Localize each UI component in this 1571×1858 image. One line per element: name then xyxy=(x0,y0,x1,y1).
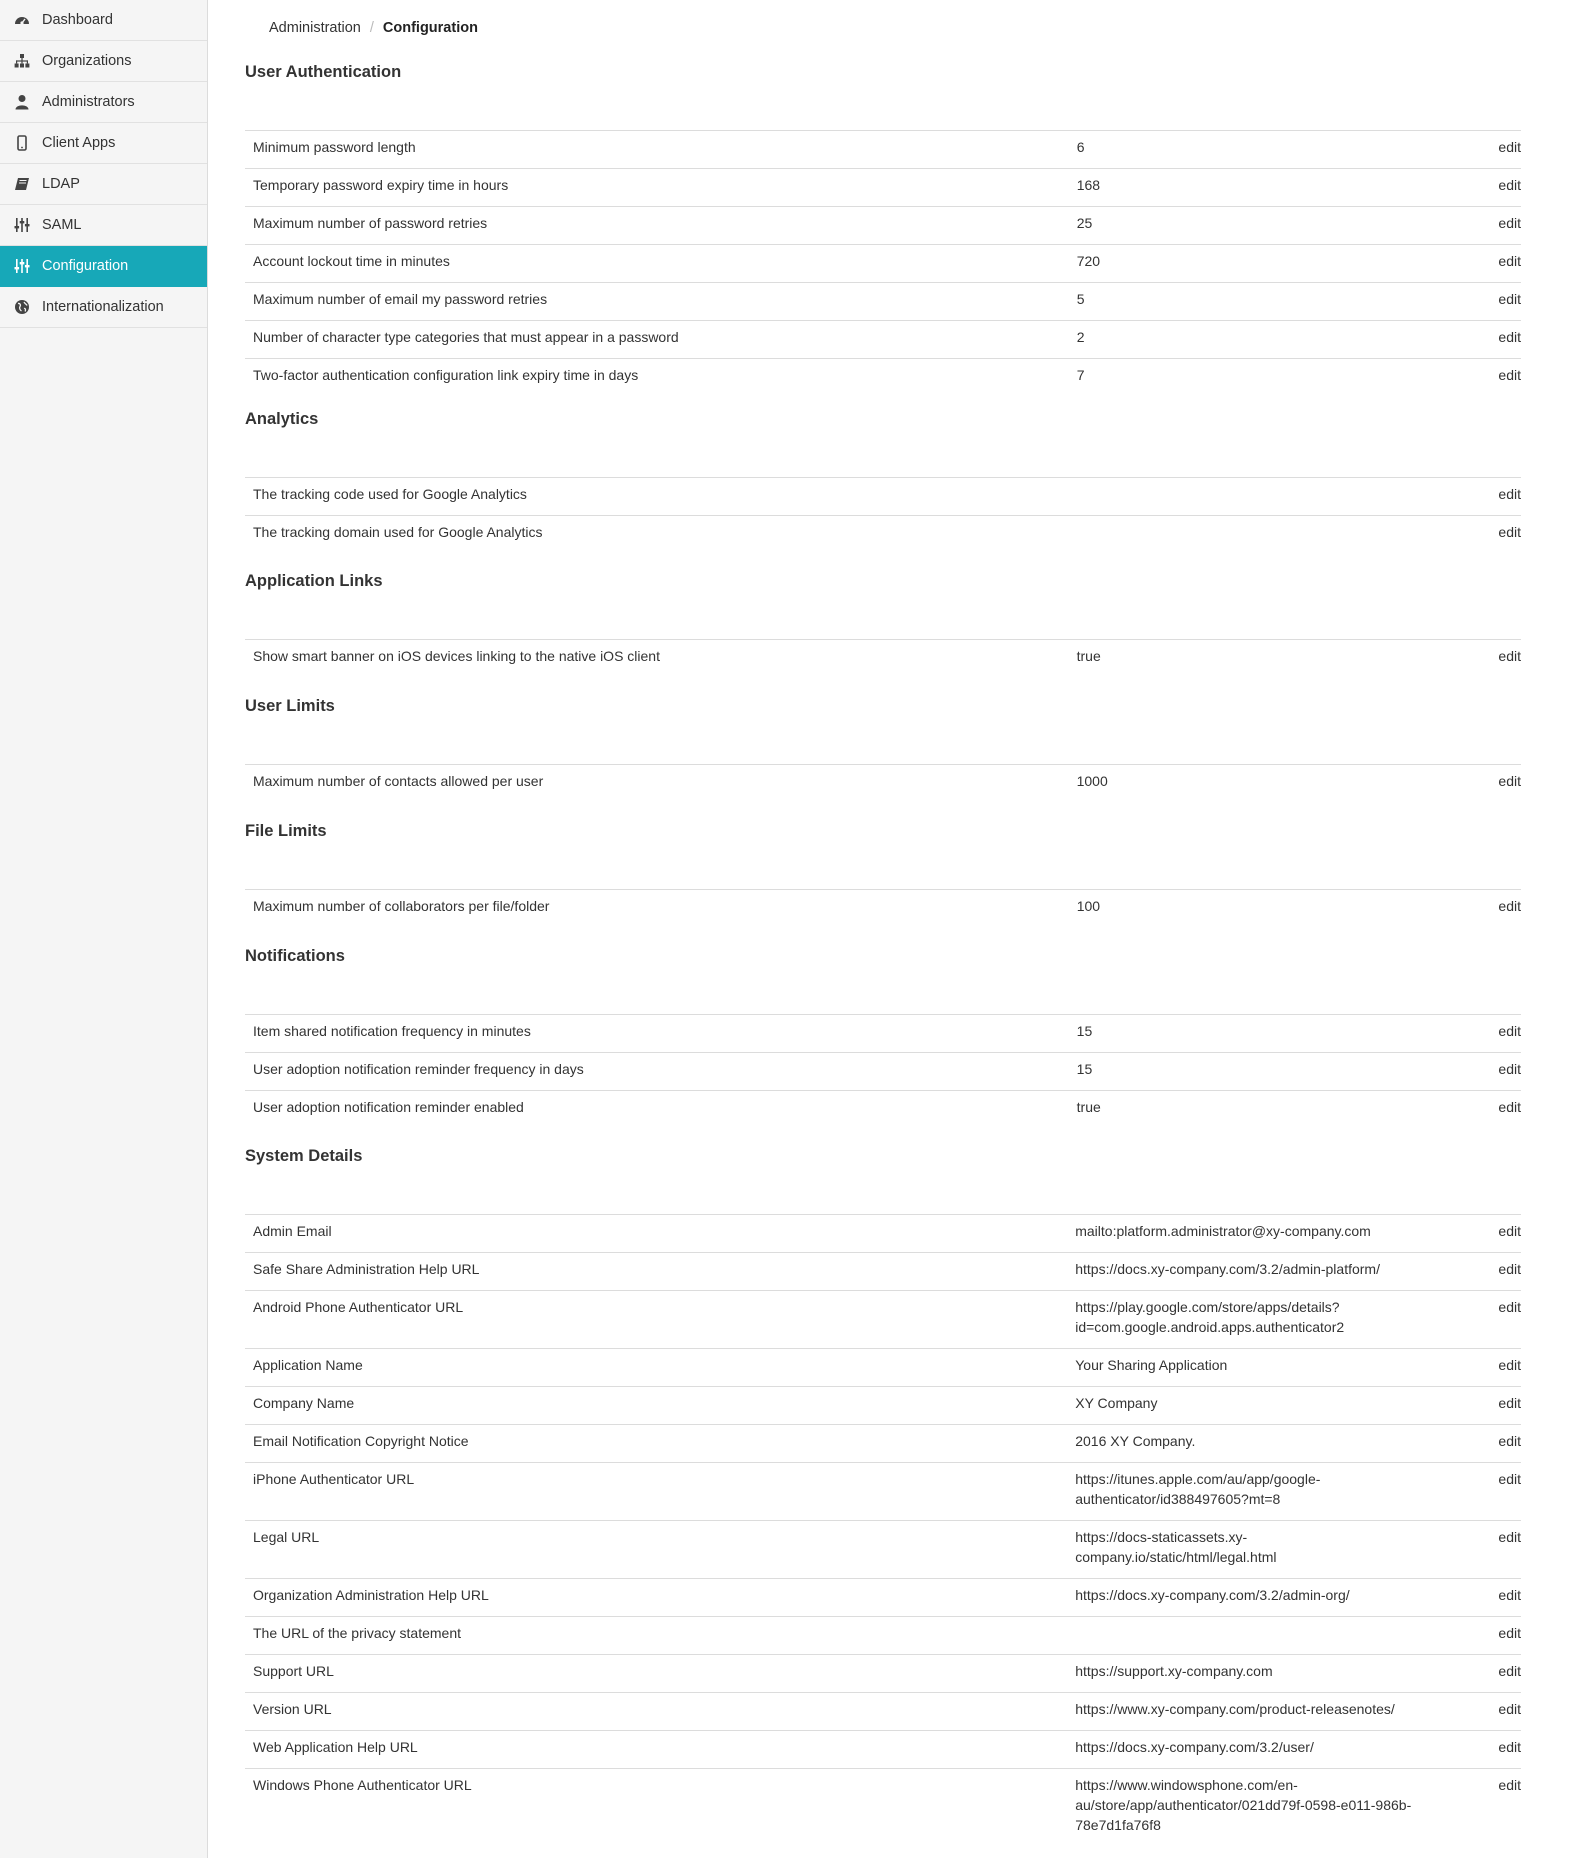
setting-value: 6 xyxy=(1077,131,1484,169)
setting-value: Your Sharing Application xyxy=(1075,1349,1484,1387)
breadcrumb-current: Configuration xyxy=(382,20,478,36)
setting-value: 2 xyxy=(1077,321,1484,359)
edit-link[interactable]: edit xyxy=(1498,1663,1521,1679)
setting-value: 1000 xyxy=(1077,765,1484,803)
sliders-icon xyxy=(14,217,30,233)
table-row xyxy=(245,1693,1521,1731)
edit-link[interactable]: edit xyxy=(1498,1433,1521,1449)
setting-label: Email Notification Copyright Notice xyxy=(245,1425,1075,1463)
sidebar-item-internationalization[interactable] xyxy=(0,287,207,328)
breadcrumb-separator: / xyxy=(369,20,374,36)
mobile-icon xyxy=(14,135,30,151)
edit-link[interactable]: edit xyxy=(1498,1529,1521,1545)
sliders-icon xyxy=(14,258,30,274)
dashboard-icon xyxy=(14,12,30,28)
settings-table xyxy=(245,889,1521,927)
edit-link[interactable]: edit xyxy=(1498,1395,1521,1411)
edit-link[interactable]: edit xyxy=(1498,1701,1521,1717)
edit-link[interactable]: edit xyxy=(1498,1299,1521,1315)
edit-link[interactable]: edit xyxy=(1498,367,1521,383)
setting-value: mailto:platform.administrator@xy-company.com xyxy=(1075,1215,1484,1253)
edit-link[interactable]: edit xyxy=(1498,648,1521,664)
setting-label: Temporary password expiry time in hours xyxy=(245,169,1077,207)
edit-link[interactable]: edit xyxy=(1498,1099,1521,1115)
settings-table xyxy=(245,477,1521,553)
table-row xyxy=(245,169,1521,207)
sitemap-icon xyxy=(14,53,30,69)
edit-link[interactable]: edit xyxy=(1498,253,1521,269)
table-row xyxy=(245,890,1521,928)
setting-value: true xyxy=(1077,1091,1484,1129)
setting-value: 15 xyxy=(1077,1015,1484,1053)
section-analytics xyxy=(245,409,1521,553)
setting-value: https://www.windowsphone.com/en- au/store/app/authenticator/021dd79f-0598-e011-986b- 78e7d1fa76f8 xyxy=(1075,1769,1484,1847)
sidebar-item-ldap[interactable] xyxy=(0,164,207,205)
setting-value: true xyxy=(1077,640,1484,678)
setting-label: Safe Share Administration Help URL xyxy=(245,1253,1075,1291)
setting-label: Show smart banner on iOS devices linking to the native iOS client xyxy=(245,640,1077,678)
setting-value: 7 xyxy=(1077,359,1484,397)
edit-link[interactable]: edit xyxy=(1498,1739,1521,1755)
table-row xyxy=(245,1387,1521,1425)
setting-value xyxy=(1075,1617,1484,1655)
sidebar-item-saml[interactable] xyxy=(0,205,207,246)
table-row xyxy=(245,207,1521,245)
setting-label: Company Name xyxy=(245,1387,1075,1425)
setting-value xyxy=(1077,478,1484,516)
table-row xyxy=(245,321,1521,359)
table-row xyxy=(245,1521,1521,1579)
sidebar-item-label: Internationalization xyxy=(42,299,164,315)
table-row xyxy=(245,478,1521,516)
setting-value: 2016 XY Company. xyxy=(1075,1425,1484,1463)
table-row xyxy=(245,1579,1521,1617)
setting-label: Legal URL xyxy=(245,1521,1075,1579)
edit-link[interactable]: edit xyxy=(1498,1587,1521,1603)
book-icon xyxy=(14,176,30,192)
table-row xyxy=(245,1091,1521,1129)
section-application-links xyxy=(245,571,1521,677)
edit-link[interactable]: edit xyxy=(1498,1625,1521,1641)
setting-value: 25 xyxy=(1077,207,1484,245)
setting-value: 168 xyxy=(1077,169,1484,207)
setting-label: Account lockout time in minutes xyxy=(245,245,1077,283)
table-row xyxy=(245,1215,1521,1253)
setting-label: Maximum number of collaborators per file/folder xyxy=(245,890,1077,928)
setting-label: Web Application Help URL xyxy=(245,1731,1075,1769)
section-title: System Details xyxy=(245,1147,363,1165)
setting-value: 720 xyxy=(1077,245,1484,283)
globe-icon xyxy=(14,299,30,315)
setting-value: https://docs.xy-company.com/3.2/admin-org/ xyxy=(1075,1579,1484,1617)
setting-label: Two-factor authentication configuration link expiry time in days xyxy=(245,359,1077,397)
table-row xyxy=(245,1291,1521,1349)
breadcrumb xyxy=(269,20,478,36)
table-row xyxy=(245,1015,1521,1053)
setting-value: https://docs.xy-company.com/3.2/admin-platform/ xyxy=(1075,1253,1484,1291)
setting-label: Windows Phone Authenticator URL xyxy=(245,1769,1075,1847)
setting-value: https://docs-staticassets.xy- company.io/static/html/legal.html xyxy=(1075,1521,1484,1579)
setting-label: iPhone Authenticator URL xyxy=(245,1463,1075,1521)
setting-value: https://itunes.apple.com/au/app/google- authenticator/id388497605?mt=8 xyxy=(1075,1463,1484,1521)
setting-label: Organization Administration Help URL xyxy=(245,1579,1075,1617)
section-title: User Authentication xyxy=(245,63,402,81)
setting-value: https://www.xy-company.com/product-releasenotes/ xyxy=(1075,1693,1484,1731)
edit-link[interactable]: edit xyxy=(1498,1261,1521,1277)
table-row xyxy=(245,640,1521,678)
table-row xyxy=(245,1425,1521,1463)
sidebar xyxy=(0,0,208,1858)
setting-value: 100 xyxy=(1077,890,1484,928)
setting-label: Android Phone Authenticator URL xyxy=(245,1291,1075,1349)
sidebar-item-label: Configuration xyxy=(42,258,129,274)
setting-label: User adoption notification reminder enabled xyxy=(245,1091,1077,1129)
edit-link[interactable]: edit xyxy=(1498,898,1521,914)
settings-table xyxy=(245,130,1521,396)
setting-value: https://play.google.com/store/apps/details? id=com.google.android.apps.authenticator2 xyxy=(1075,1291,1484,1349)
setting-value: https://docs.xy-company.com/3.2/user/ xyxy=(1075,1731,1484,1769)
edit-link[interactable]: edit xyxy=(1498,215,1521,231)
sidebar-item-organizations[interactable] xyxy=(0,41,207,82)
setting-label: The URL of the privacy statement xyxy=(245,1617,1075,1655)
sidebar-item-label: Client Apps xyxy=(42,135,116,151)
edit-link[interactable]: edit xyxy=(1498,773,1521,789)
section-title: File Limits xyxy=(245,822,327,840)
setting-value xyxy=(1077,516,1484,554)
section-file-limits xyxy=(245,821,1521,927)
table-row xyxy=(245,1617,1521,1655)
setting-label: Application Name xyxy=(245,1349,1075,1387)
table-row xyxy=(245,283,1521,321)
table-row xyxy=(245,1053,1521,1091)
sidebar-item-label: Dashboard xyxy=(42,12,113,28)
sidebar-item-configuration[interactable] xyxy=(0,246,207,287)
table-row xyxy=(245,245,1521,283)
settings-table xyxy=(245,639,1521,677)
section-user-limits xyxy=(245,696,1521,802)
edit-link[interactable]: edit xyxy=(1498,1357,1521,1373)
table-row xyxy=(245,1463,1521,1521)
section-notifications xyxy=(245,946,1521,1128)
setting-label: Support URL xyxy=(245,1655,1075,1693)
edit-link[interactable]: edit xyxy=(1498,486,1521,502)
section-title: Application Links xyxy=(245,572,383,590)
table-row xyxy=(245,1253,1521,1291)
table-row xyxy=(245,1731,1521,1769)
sidebar-item-dashboard[interactable] xyxy=(0,0,207,41)
setting-label: The tracking domain used for Google Analytics xyxy=(245,516,1077,554)
table-row xyxy=(245,516,1521,554)
section-title: User Limits xyxy=(245,697,335,715)
sidebar-item-administrators[interactable] xyxy=(0,82,207,123)
edit-link[interactable]: edit xyxy=(1498,291,1521,307)
setting-value: XY Company xyxy=(1075,1387,1484,1425)
setting-label: Maximum number of email my password retries xyxy=(245,283,1077,321)
section-user-authentication xyxy=(245,62,1521,396)
settings-table xyxy=(245,1014,1521,1128)
sidebar-item-label: LDAP xyxy=(42,176,80,192)
setting-label: Maximum number of password retries xyxy=(245,207,1077,245)
setting-label: The tracking code used for Google Analytics xyxy=(245,478,1077,516)
setting-label: Number of character type categories that must appear in a password xyxy=(245,321,1077,359)
setting-value: https://support.xy-company.com xyxy=(1075,1655,1484,1693)
settings-table xyxy=(245,764,1521,802)
setting-label: Admin Email xyxy=(245,1215,1075,1253)
sidebar-item-label: SAML xyxy=(42,217,82,233)
table-row xyxy=(245,1655,1521,1693)
breadcrumb-administration-link[interactable]: Administration xyxy=(269,20,361,36)
edit-link[interactable]: edit xyxy=(1498,177,1521,193)
table-row xyxy=(245,1349,1521,1387)
settings-table xyxy=(245,1214,1521,1846)
sidebar-item-label: Administrators xyxy=(42,94,135,110)
edit-link[interactable]: edit xyxy=(1498,524,1521,540)
setting-value: 15 xyxy=(1077,1053,1484,1091)
sidebar-item-client-apps[interactable] xyxy=(0,123,207,164)
sidebar-item-label: Organizations xyxy=(42,53,132,69)
section-system-details xyxy=(245,1146,1521,1846)
setting-label: Item shared notification frequency in minutes xyxy=(245,1015,1077,1053)
edit-link[interactable]: edit xyxy=(1498,329,1521,345)
setting-label: Version URL xyxy=(245,1693,1075,1731)
edit-link[interactable]: edit xyxy=(1498,1777,1521,1793)
setting-label: User adoption notification reminder frequency in days xyxy=(245,1053,1077,1091)
table-row xyxy=(245,131,1521,169)
table-row xyxy=(245,1769,1521,1847)
setting-value: 5 xyxy=(1077,283,1484,321)
section-title: Analytics xyxy=(245,410,319,428)
edit-link[interactable]: edit xyxy=(1498,1023,1521,1039)
edit-link[interactable]: edit xyxy=(1498,1223,1521,1239)
edit-link[interactable]: edit xyxy=(1498,1061,1521,1077)
edit-link[interactable]: edit xyxy=(1498,139,1521,155)
setting-label: Minimum password length xyxy=(245,131,1077,169)
edit-link[interactable]: edit xyxy=(1498,1471,1521,1487)
user-icon xyxy=(14,94,30,110)
setting-label: Maximum number of contacts allowed per user xyxy=(245,765,1077,803)
section-title: Notifications xyxy=(245,947,345,965)
table-row xyxy=(245,765,1521,803)
table-row xyxy=(245,359,1521,397)
